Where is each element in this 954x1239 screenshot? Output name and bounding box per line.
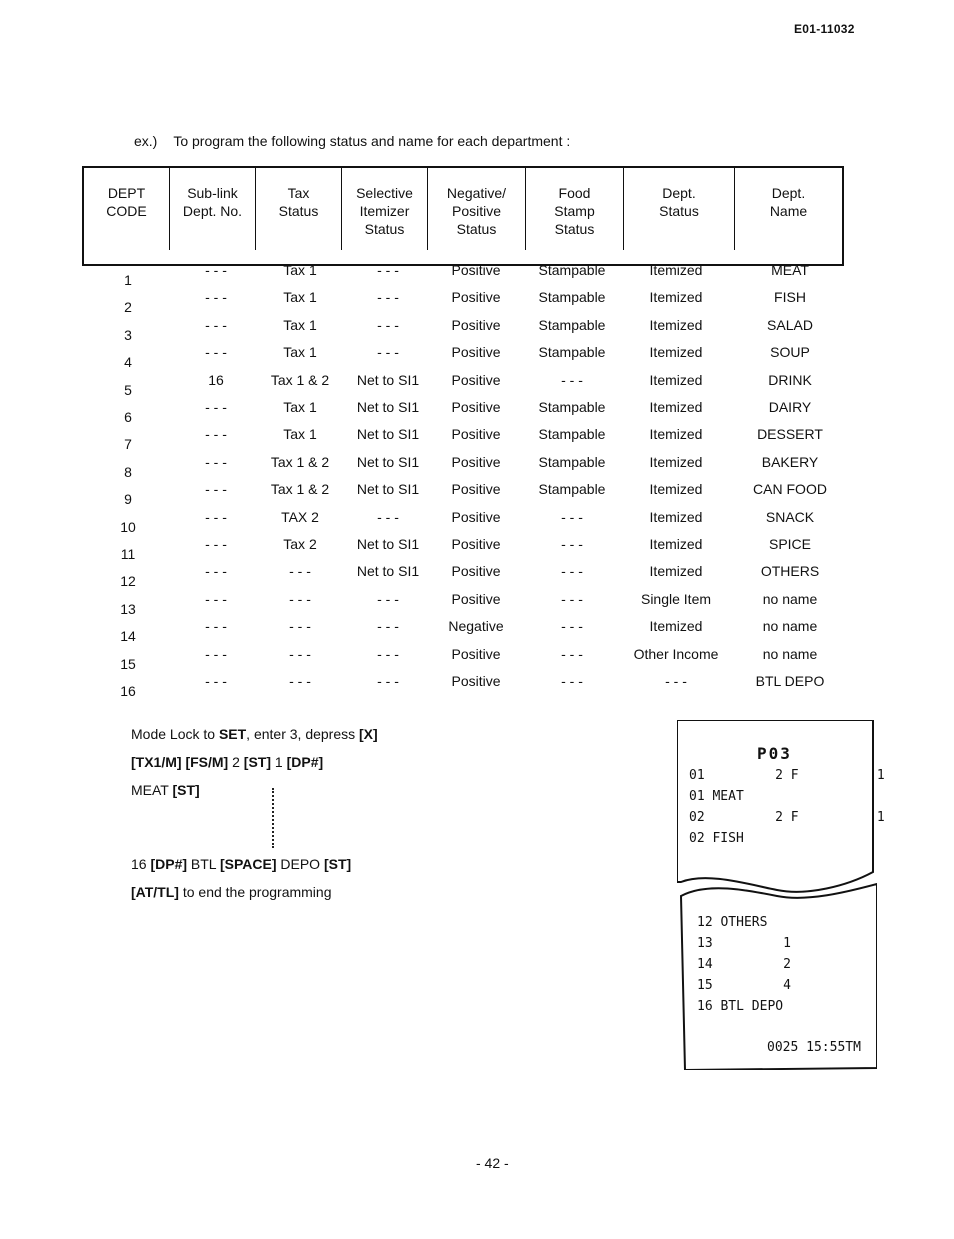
cell-food-stamp: - - -: [561, 371, 583, 388]
cell-tax-status: - - -: [289, 618, 311, 635]
cell-dept-name: CAN FOOD: [753, 481, 827, 498]
table-row: [0, 618, 954, 644]
cell-selective-itemizer: - - -: [377, 262, 399, 278]
cell-dept-name: no name: [762, 645, 818, 662]
cell-selective-itemizer: - - -: [377, 508, 399, 525]
header-dept-code: DEPT CODE: [84, 168, 170, 250]
cell-tax-status: - - -: [289, 645, 311, 662]
instruction-spacer: [131, 804, 378, 850]
table-row: [0, 646, 954, 672]
cell-neg-pos-status: Positive: [451, 508, 501, 525]
cell-food-stamp: Stampable: [538, 453, 606, 470]
cell-dept-status: Itemized: [649, 399, 703, 415]
header-selective-itemizer: Selective Itemizer Status: [342, 168, 428, 250]
cell-dept-code: 7: [124, 436, 132, 453]
cell-dept-status: - - -: [665, 673, 687, 689]
cell-dept-status: Itemized: [649, 289, 703, 306]
instruction-line-3: MEAT [ST]: [131, 782, 200, 798]
cell-dept-name: no name: [762, 590, 818, 607]
cell-selective-itemizer: Net to SI1: [356, 563, 420, 580]
cell-dept-name: DAIRY: [768, 399, 812, 415]
cell-dept-name: DESSERT: [757, 426, 823, 443]
cell-dept-name: BTL DEPO: [755, 673, 825, 689]
cell-sublink: - - -: [205, 536, 227, 552]
table-row: [0, 289, 954, 315]
cell-food-stamp: - - -: [561, 618, 583, 635]
cell-sublink: - - -: [205, 289, 227, 306]
cell-selective-itemizer: Net to SI1: [356, 399, 420, 415]
cell-tax-status: Tax 1: [283, 316, 317, 333]
cell-dept-code: 2: [124, 299, 132, 316]
cell-neg-pos-status: Positive: [451, 481, 501, 498]
cell-food-stamp: Stampable: [538, 316, 606, 333]
receipt-line: 16 BTL DEPO: [697, 999, 784, 1014]
cell-selective-itemizer: - - -: [377, 289, 399, 306]
cell-tax-status: Tax 1: [283, 262, 317, 278]
cell-dept-code: 6: [124, 409, 132, 425]
cell-food-stamp: Stampable: [538, 399, 606, 415]
cell-dept-code: 4: [124, 354, 132, 371]
cell-tax-status: Tax 1: [283, 426, 317, 443]
cell-dept-status: Itemized: [649, 508, 703, 525]
cell-tax-status: Tax 2: [283, 536, 317, 552]
cell-dept-name: SNACK: [765, 508, 815, 525]
cell-tax-status: Tax 1: [283, 344, 317, 361]
cell-sublink: - - -: [205, 399, 227, 415]
table-row: [0, 454, 954, 480]
cell-dept-code: 15: [120, 655, 136, 672]
cell-dept-code: 14: [120, 628, 136, 645]
cell-dept-code: 11: [120, 546, 136, 562]
cell-sublink: - - -: [205, 590, 227, 607]
cell-sublink: 16: [208, 371, 224, 388]
cell-neg-pos-status: Positive: [451, 563, 501, 580]
cell-dept-status: Itemized: [649, 481, 703, 498]
instructions: [131, 720, 378, 906]
cell-sublink: - - -: [205, 262, 227, 278]
table-row: [0, 262, 954, 288]
cell-sublink: - - -: [205, 481, 227, 498]
cell-dept-name: BAKERY: [761, 453, 819, 470]
page-number: - 42 -: [476, 1155, 509, 1171]
cell-dept-name: OTHERS: [760, 563, 820, 580]
table-row: [0, 509, 954, 535]
header-sublink: Sub-link Dept. No.: [170, 168, 256, 250]
cell-dept-code: 3: [124, 326, 132, 343]
cell-neg-pos-status: Positive: [451, 344, 501, 361]
cell-dept-name: FISH: [774, 289, 806, 306]
table-row: [0, 344, 954, 370]
cell-selective-itemizer: - - -: [377, 316, 399, 333]
cell-neg-pos-status: Positive: [451, 673, 501, 689]
cell-neg-pos-status: Positive: [451, 645, 501, 662]
cell-selective-itemizer: - - -: [377, 673, 399, 689]
receipt-title: P03: [757, 744, 792, 763]
table-row: [0, 673, 954, 699]
cell-sublink: - - -: [205, 645, 227, 662]
cell-dept-code: 1: [124, 272, 132, 288]
cell-dept-status: Other Income: [633, 645, 719, 662]
cell-neg-pos-status: Positive: [451, 426, 501, 443]
cell-sublink: - - -: [205, 563, 227, 580]
cell-food-stamp: Stampable: [538, 481, 606, 498]
table-row: [0, 536, 954, 562]
cell-selective-itemizer: Net to SI1: [356, 536, 420, 552]
receipt-line: 01 2 F 1: [689, 768, 885, 783]
cell-neg-pos-status: Positive: [451, 262, 501, 278]
instruction-line-1: Mode Lock to SET, enter 3, depress [X]: [131, 726, 378, 742]
cell-selective-itemizer: Net to SI1: [356, 453, 420, 470]
cell-dept-code: 16: [120, 683, 136, 699]
cell-tax-status: Tax 1: [283, 289, 317, 306]
cell-dept-status: Single Item: [640, 590, 712, 607]
cell-tax-status: - - -: [289, 673, 311, 689]
cell-food-stamp: - - -: [561, 590, 583, 607]
cell-tax-status: Tax 1: [283, 399, 317, 415]
cell-selective-itemizer: - - -: [377, 344, 399, 361]
cell-dept-name: MEAT: [771, 262, 809, 278]
cell-dept-name: SALAD: [767, 316, 813, 333]
table-row: [0, 591, 954, 617]
continuation-dots: [272, 788, 277, 848]
cell-dept-name: DRINK: [768, 371, 812, 388]
receipt-line: 12 OTHERS: [697, 915, 768, 930]
intro-text: To program the following status and name for each department :: [173, 133, 571, 149]
cell-dept-code: 13: [120, 600, 136, 617]
cell-neg-pos-status: Positive: [451, 590, 501, 607]
cell-selective-itemizer: - - -: [377, 590, 399, 607]
cell-selective-itemizer: - - -: [377, 645, 399, 662]
cell-neg-pos-status: Positive: [451, 453, 501, 470]
table-row: [0, 563, 954, 589]
cell-tax-status: Tax 1 & 2: [270, 453, 330, 470]
instruction-line-2: [TX1/M] [FS/M] 2 [ST] 1 [DP#]: [131, 754, 324, 770]
receipt-line: 14 2: [697, 957, 791, 972]
header-food-stamp: Food Stamp Status: [526, 168, 624, 250]
cell-sublink: - - -: [205, 618, 227, 635]
cell-dept-status: Itemized: [649, 426, 703, 443]
cell-dept-status: Itemized: [649, 618, 703, 635]
instruction-line-5: [AT/TL] to end the programming: [131, 884, 332, 900]
cell-sublink: - - -: [205, 316, 227, 333]
receipt-line: 02 2 F 1: [689, 810, 885, 825]
receipt-footer: 0025 15:55TM: [767, 1040, 861, 1055]
cell-food-stamp: - - -: [561, 563, 583, 580]
example-label: ex.): [134, 133, 158, 149]
cell-food-stamp: Stampable: [538, 262, 606, 278]
table-row: [0, 317, 954, 343]
cell-selective-itemizer: Net to SI1: [356, 481, 420, 498]
cell-selective-itemizer: Net to SI1: [356, 371, 420, 388]
cell-dept-code: 8: [124, 463, 132, 480]
cell-sublink: - - -: [205, 453, 227, 470]
cell-dept-status: Itemized: [649, 316, 703, 333]
cell-dept-status: Itemized: [649, 344, 703, 361]
cell-tax-status: Tax 1 & 2: [270, 481, 330, 498]
cell-selective-itemizer: - - -: [377, 618, 399, 635]
cell-dept-code: 10: [120, 518, 136, 535]
cell-dept-name: SPICE: [768, 536, 812, 552]
instruction-line-4: 16 [DP#] BTL [SPACE] DEPO [ST]: [131, 856, 352, 872]
cell-tax-status: TAX 2: [281, 508, 319, 525]
cell-food-stamp: - - -: [561, 673, 583, 689]
cell-tax-status: Tax 1 & 2: [270, 371, 330, 388]
cell-tax-status: - - -: [289, 563, 311, 580]
receipt-line: 13 1: [697, 936, 791, 951]
cell-food-stamp: Stampable: [538, 344, 606, 361]
cell-food-stamp: Stampable: [538, 426, 606, 443]
cell-dept-status: Itemized: [649, 262, 703, 278]
cell-neg-pos-status: Negative: [448, 618, 504, 635]
receipt-line: 01 MEAT: [689, 789, 744, 804]
cell-food-stamp: - - -: [561, 508, 583, 525]
cell-sublink: - - -: [205, 673, 227, 689]
table-row: [0, 426, 954, 452]
cell-dept-status: Itemized: [649, 563, 703, 580]
cell-dept-code: 5: [124, 381, 132, 398]
header-neg-pos-status: Negative/ Positive Status: [428, 168, 526, 250]
cell-neg-pos-status: Positive: [451, 371, 501, 388]
cell-dept-status: Itemized: [649, 371, 703, 388]
cell-neg-pos-status: Positive: [451, 536, 501, 552]
header-dept-status: Dept. Status: [624, 168, 735, 250]
cell-dept-status: Itemized: [649, 453, 703, 470]
table-row: [0, 372, 954, 398]
cell-dept-code: 9: [124, 491, 132, 508]
cell-tax-status: - - -: [289, 590, 311, 607]
header-tax-status: Tax Status: [256, 168, 342, 250]
cell-dept-name: no name: [762, 618, 818, 635]
cell-sublink: - - -: [205, 344, 227, 361]
header-dept-name: Dept. Name: [769, 185, 808, 219]
table-row: [0, 399, 954, 425]
cell-sublink: - - -: [205, 508, 227, 525]
cell-dept-code: 12: [120, 573, 136, 590]
cell-selective-itemizer: Net to SI1: [356, 426, 420, 443]
cell-neg-pos-status: Positive: [451, 399, 501, 415]
receipt: [677, 720, 885, 1070]
cell-food-stamp: Stampable: [538, 289, 606, 306]
cell-food-stamp: - - -: [561, 536, 583, 552]
cell-sublink: - - -: [205, 426, 227, 443]
table-row: [0, 481, 954, 507]
cell-dept-status: Itemized: [649, 536, 703, 552]
document-id: E01-11032: [794, 22, 855, 36]
receipt-line: 15 4: [697, 978, 791, 993]
cell-neg-pos-status: Positive: [451, 289, 501, 306]
cell-dept-name: SOUP: [770, 344, 810, 361]
cell-food-stamp: - - -: [561, 645, 583, 662]
cell-neg-pos-status: Positive: [451, 316, 501, 333]
receipt-line: 02 FISH: [689, 831, 744, 846]
